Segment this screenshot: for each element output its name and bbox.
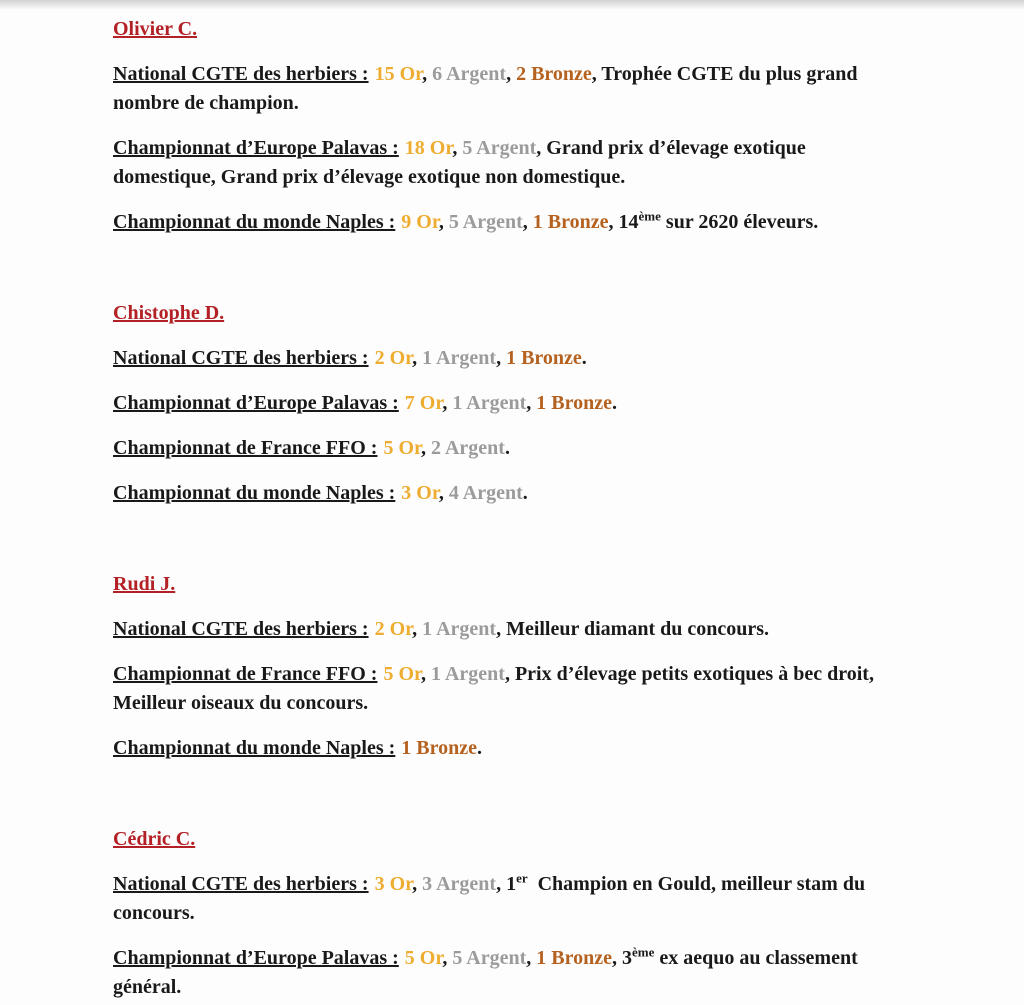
result-paragraph <box>113 208 911 237</box>
result-paragraph <box>113 60 911 118</box>
competition-name: Championnat d’Europe Palavas : <box>113 137 399 159</box>
result-text: , <box>442 392 453 414</box>
gold-medal-count: 9 Or <box>401 211 439 233</box>
result-text: , <box>496 347 507 369</box>
result-text: , <box>422 63 433 85</box>
silver-medal-count: 5 Argent <box>448 211 523 233</box>
gold-medal-count: 3 Or <box>374 873 413 895</box>
gold-medal-count: 15 Or <box>374 63 423 85</box>
silver-medal-count: 5 Argent <box>452 947 527 969</box>
result-text: , <box>421 663 432 685</box>
breeder-name: Chistophe D. <box>113 302 225 324</box>
result-text: , <box>412 873 423 895</box>
result-text: , <box>442 947 453 969</box>
competition-name: National CGTE des herbiers : <box>113 873 369 895</box>
silver-medal-count: 6 Argent <box>432 63 507 85</box>
breeder-section <box>113 570 911 763</box>
silver-medal-count: 5 Argent <box>462 137 537 159</box>
competition-name: Championnat du monde Naples : <box>113 482 396 504</box>
breeder-name: Cédric C. <box>113 828 196 850</box>
bronze-medal-count: 1 Bronze <box>506 347 582 369</box>
result-text: , Meilleur diamant du concours. <box>496 618 770 640</box>
silver-medal-count: 4 Argent <box>448 482 523 504</box>
result-paragraph <box>113 434 911 463</box>
competition-name: Championnat du monde Naples : <box>113 211 396 233</box>
silver-medal-count: 1 Argent <box>422 618 497 640</box>
result-text: , <box>522 211 533 233</box>
result-text: , <box>421 437 432 459</box>
result-paragraph <box>113 479 911 508</box>
silver-medal-count: 3 Argent <box>422 873 497 895</box>
breeder-name: Rudi J. <box>113 573 176 595</box>
silver-medal-count: 1 Argent <box>422 347 497 369</box>
breeder-section <box>113 15 911 237</box>
silver-medal-count: 1 Argent <box>452 392 527 414</box>
competition-name: Championnat d’Europe Palavas : <box>113 947 399 969</box>
competition-name: Championnat de France FFO : <box>113 437 378 459</box>
competition-name: National CGTE des herbiers : <box>113 618 369 640</box>
result-text: , <box>438 482 449 504</box>
bronze-medal-count: 1 Bronze <box>536 392 613 414</box>
result-text: , <box>412 618 423 640</box>
result-text: sur 2620 éleveurs. <box>660 211 819 233</box>
result-paragraph <box>113 344 911 373</box>
gold-medal-count: 3 Or <box>401 482 439 504</box>
gold-medal-count: 2 Or <box>374 618 413 640</box>
breeder-section <box>113 825 911 1002</box>
bronze-medal-count: 2 Bronze <box>516 63 592 85</box>
competition-name: National CGTE des herbiers : <box>113 347 369 369</box>
gold-medal-count: 5 Or <box>383 663 422 685</box>
competition-name: Championnat de France FFO : <box>113 663 378 685</box>
result-paragraph <box>113 389 911 418</box>
result-text: . <box>612 392 618 414</box>
result-paragraph <box>113 660 911 718</box>
result-text: . <box>522 482 528 504</box>
result-paragraph <box>113 134 911 192</box>
result-paragraph <box>113 615 911 644</box>
ordinal-suffix: er <box>516 870 528 886</box>
result-text: . <box>477 737 483 759</box>
result-text: . <box>581 347 587 369</box>
gold-medal-count: 2 Or <box>374 347 413 369</box>
result-text: ex aequo au classement général. <box>113 947 858 998</box>
gold-medal-count: 7 Or <box>404 392 443 414</box>
competition-name: Championnat du monde Naples : <box>113 737 396 759</box>
gold-medal-count: 5 Or <box>404 947 443 969</box>
bronze-medal-count: 1 Bronze <box>532 211 609 233</box>
competition-name: National CGTE des herbiers : <box>113 63 369 85</box>
gold-medal-count: 18 Or <box>404 137 453 159</box>
result-text: , Prix d’élevage petits exotiques à bec droit, Meilleur oiseaux du concours. <box>113 663 874 714</box>
result-text: , <box>438 211 449 233</box>
result-text: . <box>504 437 510 459</box>
breeder-section <box>113 299 911 508</box>
silver-medal-count: 2 Argent <box>431 437 505 459</box>
result-text: , 3 <box>612 947 633 969</box>
result-text: , <box>526 392 537 414</box>
ordinal-suffix: ème <box>638 208 661 224</box>
result-text: , 14 <box>608 211 639 233</box>
result-text: , <box>526 947 537 969</box>
silver-medal-count: 1 Argent <box>431 663 505 685</box>
bronze-medal-count: 1 Bronze <box>401 737 478 759</box>
ordinal-suffix: ème <box>632 944 655 960</box>
result-text: , Grand prix d’élevage exotique domestique, Grand prix d’élevage exotique non domestique. <box>113 137 806 188</box>
result-text: , 1 <box>496 873 517 895</box>
result-paragraph <box>113 944 911 1002</box>
result-text: , Trophée CGTE du plus grand nombre de champion. <box>113 63 858 114</box>
result-text: Champion en Gould, meilleur stam du concours. <box>113 873 866 924</box>
result-paragraph <box>113 734 911 763</box>
result-text: , <box>412 347 423 369</box>
breeder-name: Olivier C. <box>113 18 198 40</box>
result-text: , <box>506 63 517 85</box>
gold-medal-count: 5 Or <box>383 437 422 459</box>
result-paragraph <box>113 870 911 928</box>
competition-name: Championnat d’Europe Palavas : <box>113 392 399 414</box>
result-text: , <box>452 137 463 159</box>
bronze-medal-count: 1 Bronze <box>536 947 613 969</box>
